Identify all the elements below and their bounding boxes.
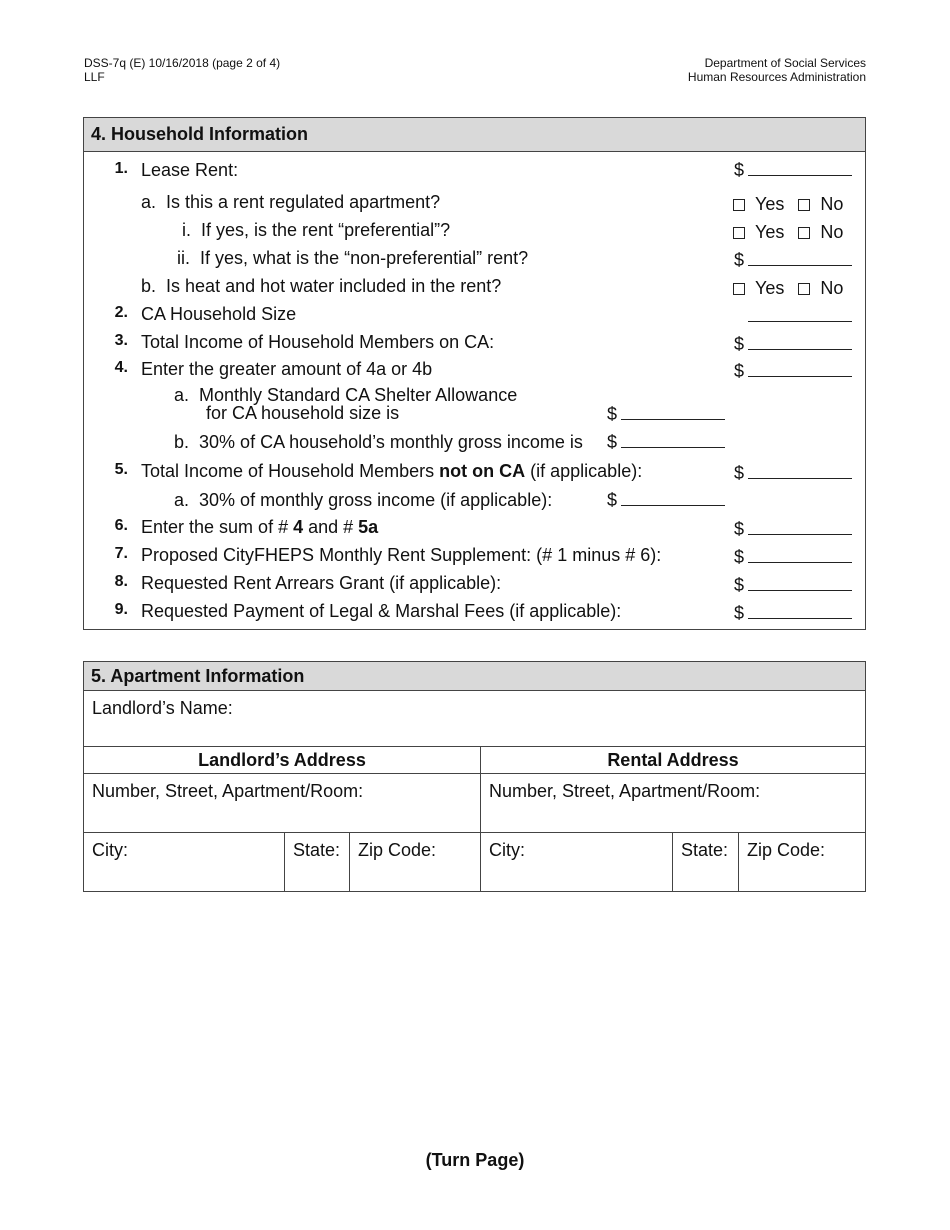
thirty-percent-gross-label: a. 30% of monthly gross income (if applicable):	[174, 490, 553, 510]
thirty-percent-gross-field[interactable]: $	[607, 489, 725, 511]
non-preferential-field[interactable]: $	[734, 249, 852, 271]
divider	[672, 833, 673, 891]
city-label: City:	[489, 840, 525, 860]
legal-fees-label: Requested Payment of Legal & Marshal Fees (if applicable):	[141, 601, 622, 621]
no-checkbox[interactable]	[798, 227, 810, 239]
shelter-allowance-label: a. Monthly Standard CA Shelter Allowance for CA household size is	[174, 385, 518, 423]
state-label: State:	[681, 840, 729, 860]
apartment-information-section	[83, 661, 866, 892]
lease-rent-label: Lease Rent:	[141, 160, 239, 180]
supplement-field[interactable]: $	[734, 546, 852, 568]
landlord-name-label: Landlord’s Name:	[92, 698, 233, 718]
yes-checkbox[interactable]	[733, 199, 745, 211]
item-number: 5.	[114, 461, 128, 478]
thirty-percent-ca-field[interactable]: $	[607, 431, 725, 453]
rental-address-heading: Rental Address	[607, 750, 739, 770]
amount-blank[interactable]	[748, 159, 852, 176]
item-number: 7.	[114, 545, 128, 562]
form-header-right	[688, 56, 866, 84]
administration-name: Human Resources Administration	[687, 70, 866, 84]
rent-regulated-yes-no[interactable]: Yes No	[733, 193, 843, 215]
amount-blank[interactable]	[748, 333, 852, 350]
amount-blank[interactable]	[748, 249, 852, 266]
yes-checkbox[interactable]	[733, 227, 745, 239]
amount-blank[interactable]	[748, 602, 852, 619]
item-number: 2.	[114, 304, 128, 321]
no-checkbox[interactable]	[798, 283, 810, 295]
amount-blank[interactable]	[748, 574, 852, 591]
amount-blank[interactable]	[621, 489, 725, 506]
landlord-zip-field[interactable]	[350, 833, 480, 891]
zip-label: Zip Code:	[747, 840, 826, 860]
divider	[284, 833, 285, 891]
divider	[349, 833, 350, 891]
lease-rent-field[interactable]: $	[734, 159, 852, 181]
no-checkbox[interactable]	[798, 199, 810, 211]
rental-street-field[interactable]	[481, 774, 865, 832]
income-not-on-ca-label: Total Income of Household Members not on CA (if applicable):	[141, 461, 643, 481]
amount-blank[interactable]	[748, 360, 852, 377]
rent-regulated-question: a. Is this a rent regulated apartment?	[141, 192, 441, 212]
landlord-state-field[interactable]	[285, 833, 350, 891]
income-not-on-ca-field[interactable]: $	[734, 462, 852, 484]
form-code: LLF	[84, 70, 105, 84]
landlord-city-field[interactable]	[84, 833, 284, 891]
section-title: 5. Apartment Information	[84, 662, 865, 691]
form-header-left	[84, 56, 280, 84]
yes-checkbox[interactable]	[733, 283, 745, 295]
street-label: Number, Street, Apartment/Room:	[489, 781, 761, 801]
arrears-field[interactable]: $	[734, 574, 852, 596]
income-on-ca-label: Total Income of Household Members on CA:	[141, 332, 495, 352]
landlord-name-field[interactable]	[84, 691, 865, 746]
heat-included-question: b. Is heat and hot water included in the rent?	[141, 276, 502, 296]
rental-zip-field[interactable]	[739, 833, 865, 891]
landlord-address-heading: Landlord’s Address	[198, 750, 366, 770]
ca-size-label: CA Household Size	[141, 304, 297, 324]
greater-amount-label: Enter the greater amount of 4a or 4b	[141, 359, 433, 379]
amount-blank[interactable]	[621, 431, 725, 448]
sum-label: Enter the sum of # 4 and # 5a	[141, 517, 379, 537]
sum-field[interactable]: $	[734, 518, 852, 540]
shelter-allowance-field[interactable]: $	[607, 403, 725, 425]
supplement-label: Proposed CityFHEPS Monthly Rent Supplement: (# 1 minus # 6):	[141, 545, 662, 565]
state-label: State:	[293, 840, 341, 860]
department-name: Department of Social Services	[704, 56, 866, 70]
preferential-question: i. If yes, is the rent “preferential”?	[182, 220, 451, 240]
greater-amount-field[interactable]: $	[734, 360, 852, 382]
zip-label: Zip Code:	[358, 840, 437, 860]
landlord-street-field[interactable]	[84, 774, 480, 832]
city-label: City:	[92, 840, 128, 860]
item-number: 4.	[114, 359, 128, 376]
divider	[480, 747, 481, 891]
item-number: 3.	[114, 332, 128, 349]
amount-blank[interactable]	[748, 518, 852, 535]
rental-city-field[interactable]	[481, 833, 672, 891]
household-information-section	[83, 117, 866, 630]
preferential-yes-no[interactable]: Yes No	[733, 221, 843, 243]
amount-blank[interactable]	[748, 546, 852, 563]
amount-blank[interactable]	[621, 403, 725, 420]
item-number: 8.	[114, 573, 128, 590]
amount-blank[interactable]	[748, 462, 852, 479]
form-id: DSS-7q (E) 10/16/2018 (page 2 of 4)	[84, 56, 281, 70]
item-number: 9.	[114, 601, 128, 618]
income-on-ca-field[interactable]: $	[734, 333, 852, 355]
legal-fees-field[interactable]: $	[734, 602, 852, 624]
arrears-label: Requested Rent Arrears Grant (if applicable):	[141, 573, 502, 593]
rental-state-field[interactable]	[673, 833, 738, 891]
street-label: Number, Street, Apartment/Room:	[92, 781, 364, 801]
heat-included-yes-no[interactable]: Yes No	[733, 277, 843, 299]
divider	[738, 833, 739, 891]
turn-page-note: (Turn Page)	[425, 1150, 525, 1170]
ca-size-field[interactable]	[748, 305, 852, 327]
non-preferential-question: ii. If yes, what is the “non-preferential” rent?	[177, 248, 529, 268]
amount-blank[interactable]	[748, 305, 852, 322]
item-number: 1.	[114, 160, 128, 177]
item-number: 6.	[114, 517, 128, 534]
thirty-percent-ca-label: b. 30% of CA household’s monthly gross income is	[174, 432, 583, 452]
section-title: 4. Household Information	[84, 118, 865, 152]
